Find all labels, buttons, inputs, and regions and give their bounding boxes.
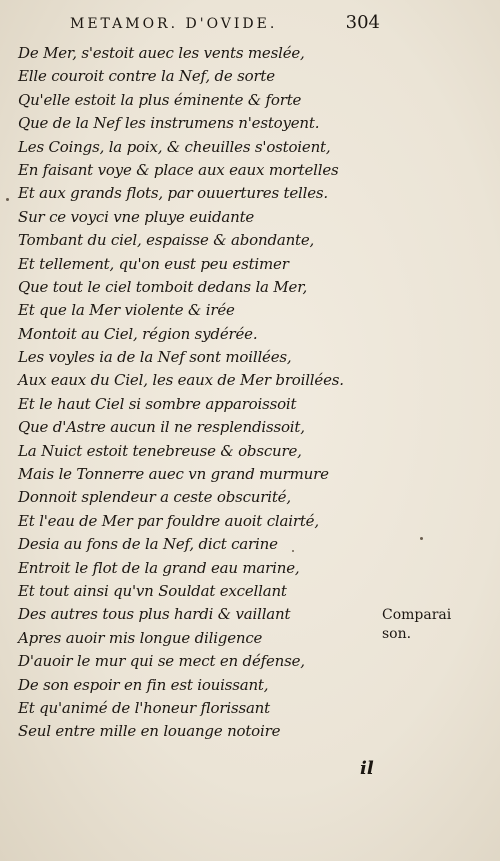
verse-line: Qu'elle estoit la plus éminente & forte	[18, 90, 302, 109]
margin-note-line: son.	[382, 626, 412, 642]
verse-list	[18, 42, 358, 744]
verse-line: Tombant du ciel, espaisse & abondante,	[18, 231, 315, 250]
margin-note-line: Comparai	[382, 607, 452, 623]
verse-line: Et tout ainsi qu'vn Souldat excellant	[18, 581, 287, 600]
verse-line: Les voyles ia de la Nef sont moillées,	[18, 348, 292, 367]
margin-note	[382, 606, 482, 644]
verse-line: Des autres tous plus hardi & vaillant	[18, 605, 291, 624]
verse-line: Et aux grands flots, par ouuertures telles.	[18, 184, 328, 203]
verse-line: Apres auoir mis longue diligence	[18, 628, 263, 647]
running-title: METAMOR. D'OVIDE.	[70, 16, 278, 32]
verse-line: Que d'Astre aucun il ne resplendissoit,	[18, 418, 305, 437]
paper-speck	[420, 537, 423, 540]
catchword: il	[360, 758, 374, 779]
verse-line: Donnoit splendeur a ceste obscurité,	[18, 488, 291, 507]
verse-line: Mais le Tonnerre auec vn grand murmure	[18, 465, 329, 484]
verse-line: Entroit le flot de la grand eau marine,	[18, 558, 300, 577]
verse-line: La Nuict estoit tenebreuse & obscure,	[18, 441, 302, 460]
verse-line: Que tout le ciel tomboit dedans la Mer,	[18, 277, 308, 296]
verse-line: Que de la Nef les instrumens n'estoyent.	[18, 114, 320, 133]
verse-line: Elle couroit contre la Nef, de sorte	[18, 67, 275, 86]
verse-line: Les Coings, la poix, & cheuilles s'ostoient,	[18, 137, 331, 156]
verse-line: Et que la Mer violente & irée	[18, 301, 235, 320]
paper-speck	[292, 550, 294, 552]
verse-line: Et tellement, qu'on eust peu estimer	[18, 254, 289, 273]
page-header	[70, 12, 380, 33]
verse-line: D'auoir le mur qui se mect en défense,	[18, 652, 305, 671]
verse-line: Seul entre mille en louange notoire	[18, 722, 281, 741]
verse-line: De son espoir en fin est iouissant,	[18, 675, 269, 694]
verse-line: Et l'eau de Mer par fouldre auoit clairté,	[18, 511, 319, 530]
paper-speck	[6, 198, 9, 201]
verse-line: Desia au fons de la Nef, dict carine	[18, 535, 278, 554]
verse-line: Et le haut Ciel si sombre apparoissoit	[18, 394, 297, 413]
verse-line: De Mer, s'estoit auec les vents meslée,	[18, 44, 305, 62]
verse-line: Et qu'animé de l'honeur florissant	[18, 698, 270, 717]
verse-line: En faisant voye & place aux eaux mortelles	[18, 160, 339, 179]
page-number: 304	[345, 12, 380, 33]
verse-line: Aux eaux du Ciel, les eaux de Mer broillées.	[18, 371, 344, 390]
verse-line: Sur ce voyci vne pluye euidante	[18, 207, 255, 226]
verse-line: Montoit au Ciel, région sydérée.	[18, 324, 258, 343]
